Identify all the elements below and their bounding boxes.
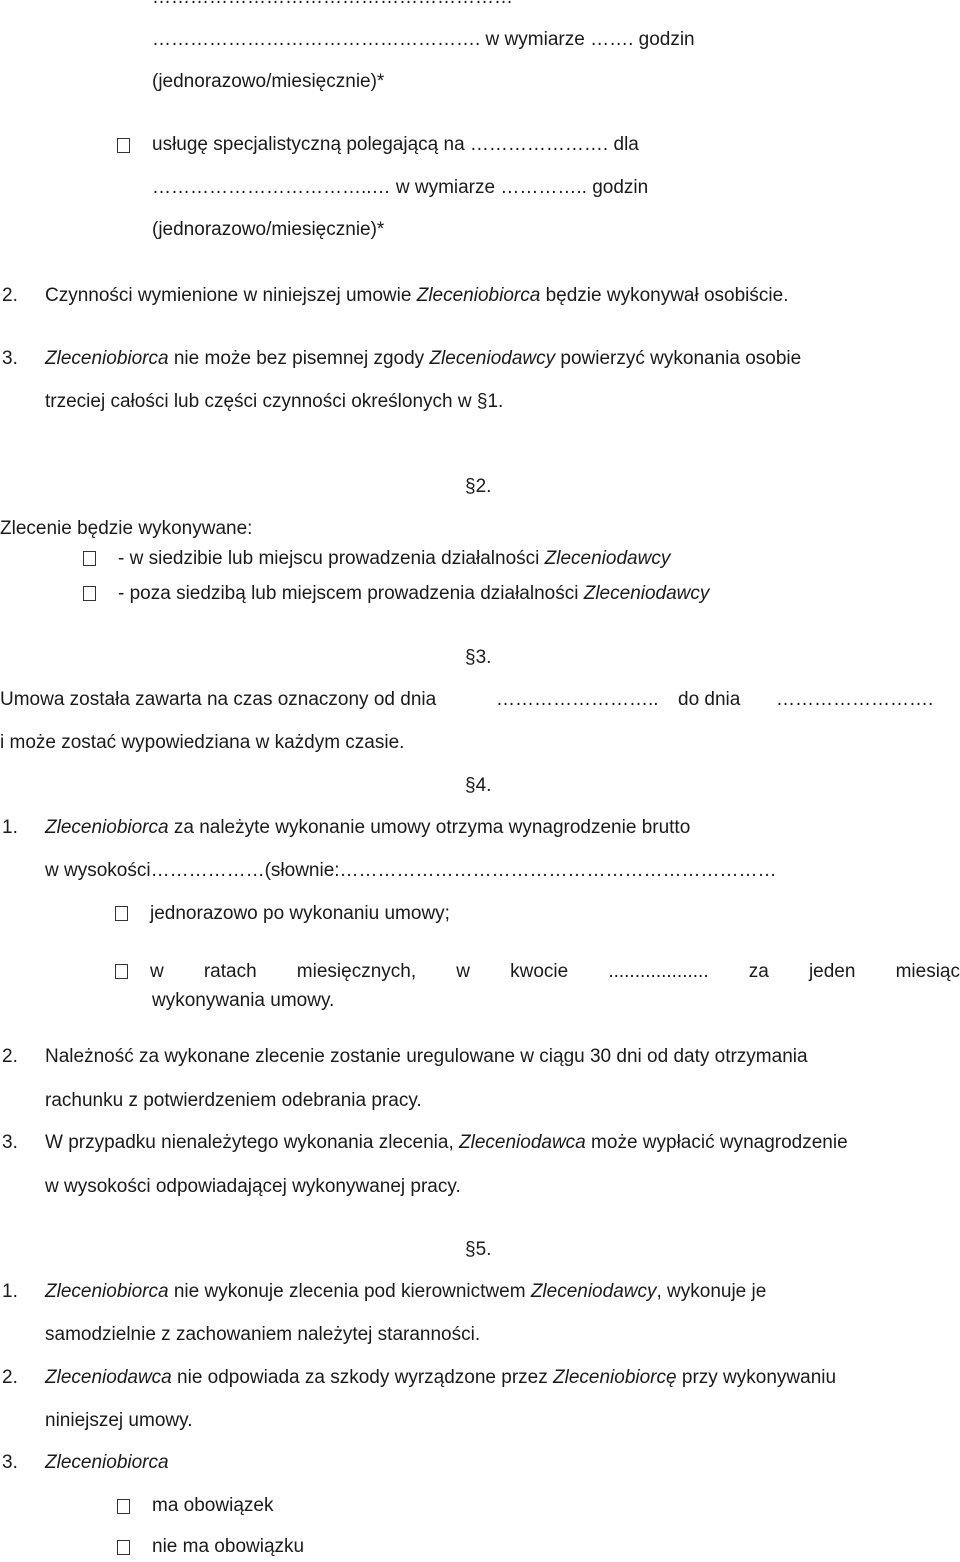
text: powierzyć wykonania osobie (555, 348, 802, 369)
text: - poza siedzibą lub miejscem prowadzenia działalności (118, 583, 584, 604)
hours-text: godzin (586, 177, 649, 198)
text: będzie wykonywał osobiście. (540, 285, 789, 306)
workload-text: w wymiarze ………….. (390, 177, 587, 198)
s5-paragraph-1-cont: samodzielnie z zachowaniem należytej staranności. (45, 1324, 481, 1345)
text: Czynności wymienione w niniejszej umowie (45, 285, 417, 306)
date-to-field: ……………………. (776, 689, 934, 710)
s4-option-2-cont: wykonywania umowy. (152, 990, 335, 1011)
text: nie odpowiada za szkody wyrządzone przez (171, 1367, 554, 1388)
party-name: Zleceniobiorcę (553, 1367, 677, 1388)
checkbox-no-obligation[interactable] (117, 1540, 130, 1555)
list-number: 1. (2, 1281, 18, 1302)
workload-line-2 (152, 176, 648, 200)
word: miesięcznych, (296, 961, 417, 982)
word: za (748, 961, 769, 982)
s5-paragraph-2-cont: niniejszej umowy. (45, 1410, 193, 1431)
party-name: Zleceniodawca (45, 1367, 172, 1388)
text: przy wykonywaniu (676, 1367, 837, 1388)
text: za należyte wykonanie umowy otrzyma wynagrodzenie brutto (168, 817, 691, 838)
section-heading-5: §5. (465, 1239, 492, 1260)
checkbox-one-time[interactable] (115, 906, 128, 921)
party-name: Zleceniobiorca (45, 1452, 169, 1473)
party-name: Zleceniobiorca (416, 285, 541, 306)
checkbox-at-seat[interactable] (83, 551, 96, 566)
word: ratach (203, 961, 257, 982)
s4-paragraph-2-cont: rachunku z potwierdzeniem odebrania pracy. (45, 1090, 422, 1111)
date-from-field: …………………….. (496, 689, 659, 710)
list-number: 2. (2, 1367, 18, 1388)
dots-line (152, 0, 513, 10)
s4-paragraph-3-cont: w wysokości odpowiadającej wykonywanej pracy. (45, 1176, 461, 1197)
text: nie może bez pisemnej zgody (168, 348, 430, 369)
s3-line-2: i może zostać wypowiedziana w każdym czasie. (0, 732, 405, 753)
s2-option-2 (118, 582, 709, 606)
text: może wypłacić wynagrodzenie (585, 1132, 848, 1153)
frequency-line-1: (jednorazowo/miesięcznie)* (152, 71, 385, 92)
checkbox-outside-seat[interactable] (83, 586, 96, 601)
party-name: Zleceniobiorca (45, 348, 169, 369)
section-heading-2: §2. (465, 476, 492, 497)
word: w (150, 961, 164, 982)
list-number: 1. (2, 817, 18, 838)
s5-option-1: ma obowiązek (152, 1495, 274, 1516)
paragraph-3-cont: trzeciej całości lub części czynności określonych w §1. (45, 391, 504, 412)
party-name: Zleceniodawcy (544, 548, 671, 569)
section-heading-4: §4. (465, 775, 492, 796)
installment-amount-field: ................... (608, 961, 709, 982)
amount-line: w wysokości………………(słownie:…………………………………………………………… (45, 860, 777, 881)
list-number: 2. (2, 1046, 18, 1067)
word: kwocie (510, 961, 569, 982)
section-heading-3: §3. (465, 647, 492, 668)
text: W przypadku nienależytego wykonania zlecenia, (45, 1132, 460, 1153)
list-number: 3. (2, 1452, 18, 1473)
workload-line-1 (152, 28, 695, 52)
dots-fill: ……………………………………………. (152, 29, 481, 50)
list-number: 3. (2, 1132, 18, 1153)
party-name: Zleceniobiorca (45, 817, 169, 838)
s5-option-2: nie ma obowiązku (152, 1536, 305, 1557)
list-number: 2. (2, 285, 18, 306)
s5-paragraph-3 (45, 1451, 169, 1475)
service-label: usługę specjalistyczną polegającą na …………………. (152, 134, 609, 155)
paragraph-2 (45, 284, 788, 308)
list-number: 3. (2, 348, 18, 369)
word: w (456, 961, 470, 982)
party-name: Zleceniodawcy (530, 1281, 657, 1302)
s4-option-1: jednorazowo po wykonaniu umowy; (150, 903, 450, 924)
party-name: Zleceniodawcy (583, 583, 710, 604)
party-name: Zleceniobiorca (45, 1281, 169, 1302)
s2-intro: Zlecenie będzie wykonywane: (0, 518, 253, 539)
word: jeden (808, 961, 856, 982)
checkbox-installments[interactable] (115, 964, 128, 979)
workload-text: w wymiarze ……. (480, 29, 634, 50)
word: miesiąc (895, 961, 960, 982)
text: nie wykonuje zlecenia pod kierownictwem (168, 1281, 531, 1302)
s4-option-2 (150, 960, 960, 984)
dots-fill: ……………………………..… (152, 177, 391, 198)
party-name: Zleceniodawca (459, 1132, 586, 1153)
checkbox-has-obligation[interactable] (117, 1499, 130, 1514)
s2-option-1 (118, 547, 670, 571)
text: - w siedzibie lub miejscu prowadzenia działalności (118, 548, 545, 569)
s5-paragraph-1 (45, 1280, 766, 1304)
s4-paragraph-2: Należność za wykonane zlecenie zostanie uregulowane w ciągu 30 dni od daty otrzymania (45, 1046, 808, 1067)
checkbox-service[interactable] (117, 138, 130, 153)
text: , wykonuje je (656, 1281, 767, 1302)
frequency-line-2: (jednorazowo/miesięcznie)* (152, 219, 385, 240)
paragraph-3 (45, 347, 801, 371)
s3-line-1: Umowa została zawarta na czas oznaczony od dnia (0, 689, 437, 710)
service-dla: dla (608, 134, 639, 155)
service-line (152, 133, 639, 157)
s4-paragraph-3 (45, 1131, 848, 1155)
hours-text: godzin (633, 29, 695, 50)
s3-to-label: do dnia (678, 689, 741, 710)
s5-paragraph-2 (45, 1366, 836, 1390)
party-name: Zleceniodawcy (429, 348, 556, 369)
s4-paragraph-1 (45, 816, 690, 840)
